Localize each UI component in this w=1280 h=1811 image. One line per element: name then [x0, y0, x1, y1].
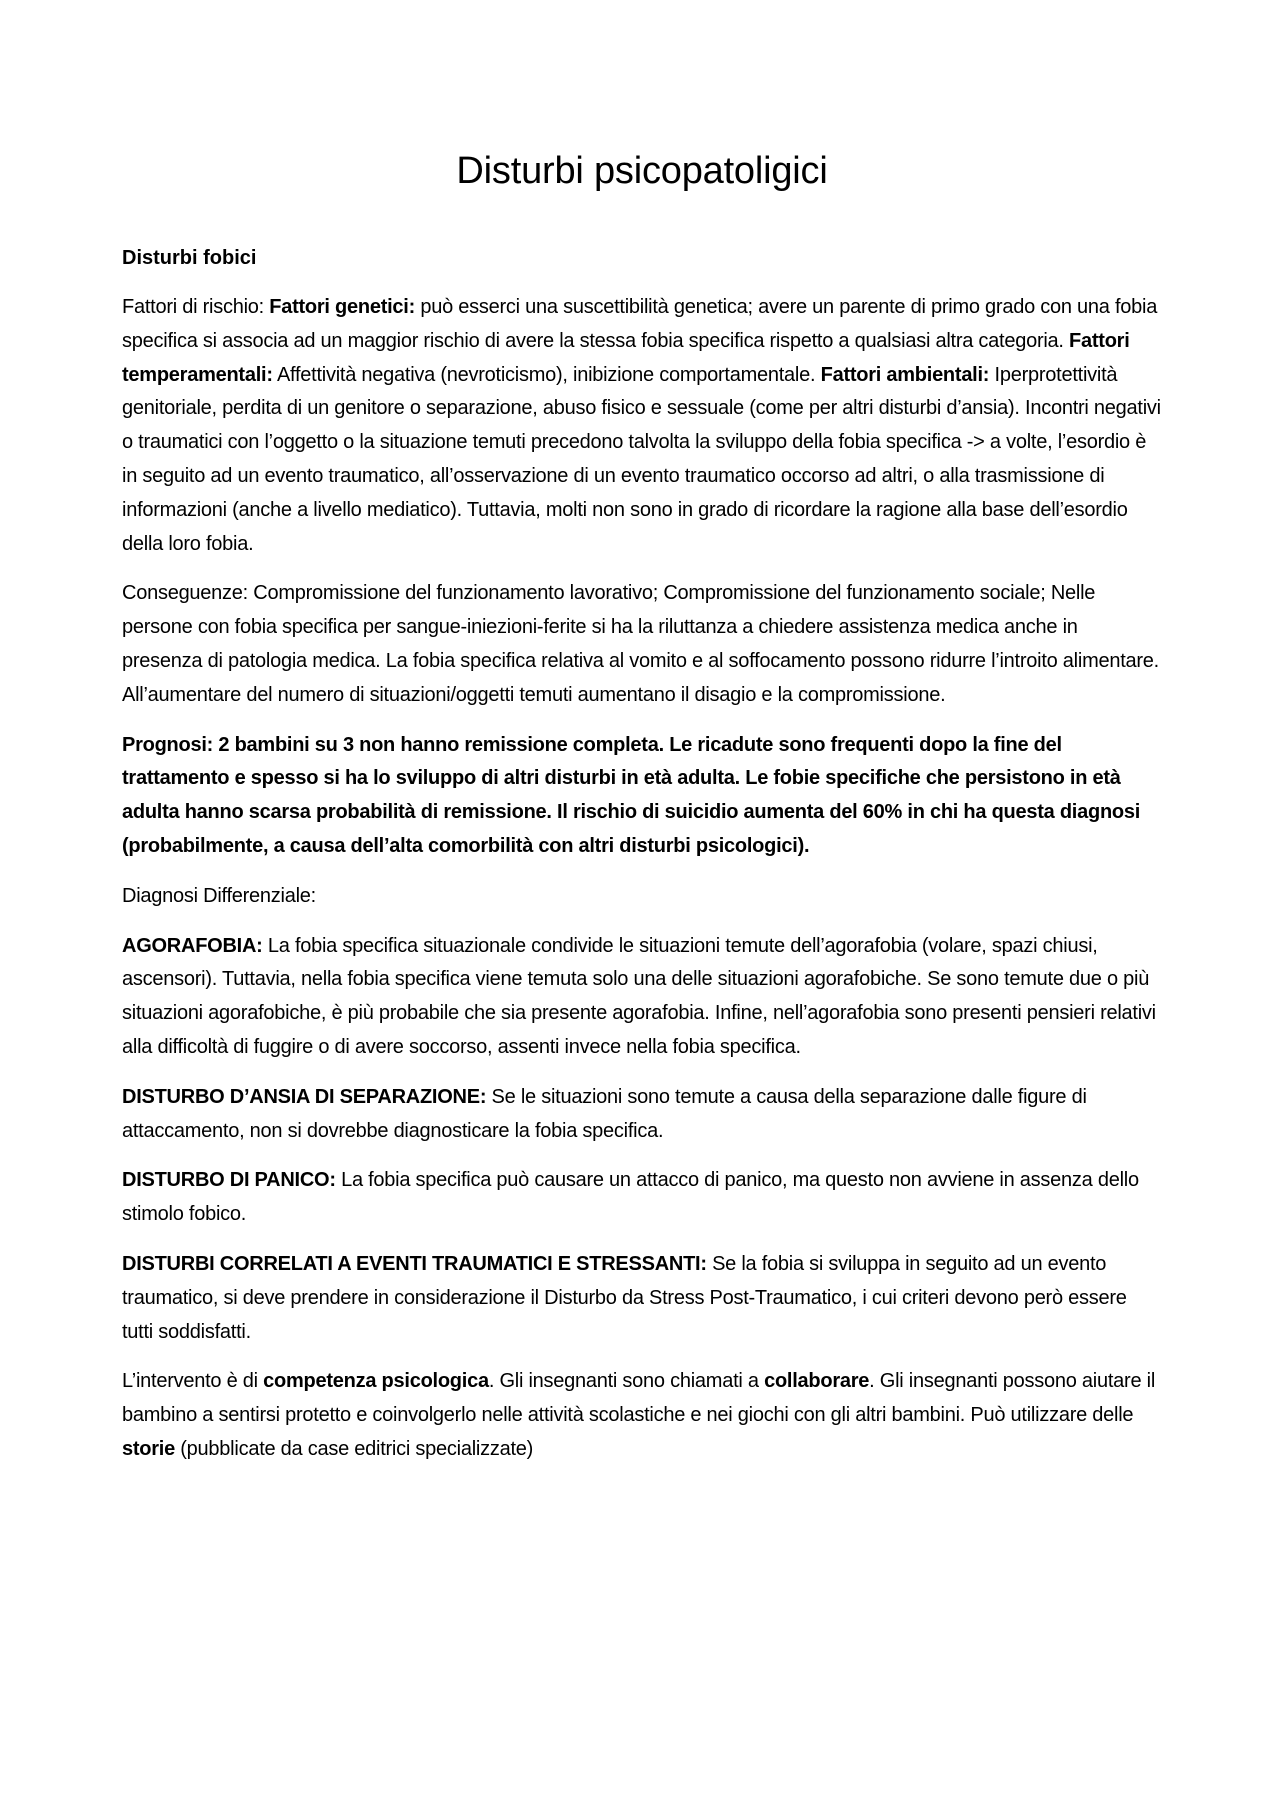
bold-label: storie [122, 1437, 175, 1460]
text-run: Iperprotettività genitoriale, perdita di un genitore o separazione, abuso fisico e sessuale (come per altri disturbi d’ansia). Incontri negativi o traumatici con l’oggetto o la situazione temuti precedono talvolta la sviluppo della fobia specifica -> a volte, l’esordio è in seguito ad un evento traumatico, all’osservazione di un evento traumatico occorso ad altri, o alla trasmissione di informazioni (anche a livello mediatico). Tuttavia, molti non sono in grado di ricordare la ragione alla base dell’esordio della loro fobia. [122, 363, 1161, 555]
bold-label: competenza psicologica [263, 1370, 489, 1393]
bold-label: DISTURBO DI PANICO: [122, 1169, 336, 1192]
section-heading: Disturbi fobici [122, 247, 257, 269]
text-run: La fobia specifica può causare un attacco di panico, ma questo non avviene in assenza dello stimolo fobico. [122, 1169, 1139, 1226]
text-run: Se le situazioni sono temute a causa della separazione dalle figure di attaccamento, non si dovrebbe diagnosticare la fobia specifica. [122, 1085, 1087, 1142]
text-run: Prognosi: 2 bambini su 3 non hanno remissione completa. Le ricadute sono frequenti dopo la fine del trattamento e spesso si ha lo sviluppo di altri disturbi in età adulta. Le fobie specifiche che persistono in età adulta hanno scarsa probabilità di remissione. Il rischio di suicidio aumenta del 60% in chi ha questa diagnosi (probabilmente, a causa dell’alta comorbilità con altri disturbi psicologici). [122, 733, 1141, 857]
text-run: Conseguenze: Compromissione del funzionamento lavorativo; Compromissione del funzionamento sociale; Nelle persone con fobia specifica per sangue-iniezioni-ferite si ha la riluttanza a chiedere assistenza medica anche in presenza di patologia medica. La fobia specifica relativa al vomito e al soffocamento possono ridurre l’introito alimentare. All’aumentare del numero di situazioni/oggetti temuti aumentano il disagio e la compromissione. [122, 582, 1159, 706]
bold-label: DISTURBO D’ANSIA DI SEPARAZIONE: [122, 1085, 487, 1108]
text-run: (pubblicate da case editrici specializzate) [174, 1437, 534, 1460]
bold-label: AGORAFOBIA: [122, 934, 263, 957]
text-run: . Gli insegnanti sono chiamati a [488, 1370, 765, 1393]
text-run: può esserci una suscettibilità genetica; avere un parente di primo grado con una fobia specifica si associa ad un maggior rischio di avere la stessa fobia specifica rispetto a qualsiasi altra categoria. [122, 296, 1158, 352]
document-title: Disturbi psicopatoligici [456, 150, 828, 192]
paragraph-prognosis [122, 729, 1162, 864]
paragraph-differential-diagnosis [122, 880, 1162, 914]
bold-label: Fattori temperamentali: [122, 329, 1130, 386]
text-run: Se la fobia si sviluppa in seguito ad un evento traumatico, si deve prendere in considerazione il Disturbo da Stress Post-Traumatico, i cui criteri devono però essere tutti soddisfatti. [122, 1252, 1127, 1343]
paragraph-separation-anxiety [122, 1081, 1162, 1149]
text-run: L’intervento è di [122, 1370, 264, 1393]
text-run: Diagnosi Differenziale: [122, 884, 316, 907]
paragraph-consequences [122, 577, 1162, 712]
paragraph-risk-factors [122, 291, 1162, 561]
bold-label: DISTURBI CORRELATI A EVENTI TRAUMATICI E STRESSANTI: [122, 1252, 707, 1275]
text-run: Fattori di rischio: [122, 296, 270, 318]
text-run: . Gli insegnanti possono aiutare il bambino a sentirsi protetto e coinvolgerlo nelle attività scolastiche e nei giochi con gli altri bambini. Può utilizzare delle [122, 1370, 1156, 1427]
text-run: Affettività negativa (nevroticismo), inibizione comportamentale. [272, 363, 821, 386]
paragraph-agorafobia [122, 930, 1162, 1065]
text-run: La fobia specifica situazionale condivide le situazioni temute dell’agorafobia (volare, spazi chiusi, ascensori). Tuttavia, nella fobia specifica viene temuta solo una delle situazioni agorafobiche. Se sono temute due o più situazioni agorafobiche, è più probabile che sia presente agorafobia. Infine, nell’agorafobia sono presenti pensieri relativi alla difficoltà di fuggire o di avere soccorso, assenti invece nella fobia specifica. [122, 934, 1156, 1058]
paragraph-intervention [122, 1365, 1162, 1466]
bold-label: Fattori ambientali: [820, 363, 990, 386]
paragraph-trauma-disorders [122, 1248, 1162, 1349]
document-page [122, 150, 1162, 1483]
bold-label: Fattori genetici: [269, 296, 416, 318]
bold-label: collaborare [764, 1370, 870, 1393]
paragraph-panic-disorder [122, 1164, 1162, 1232]
